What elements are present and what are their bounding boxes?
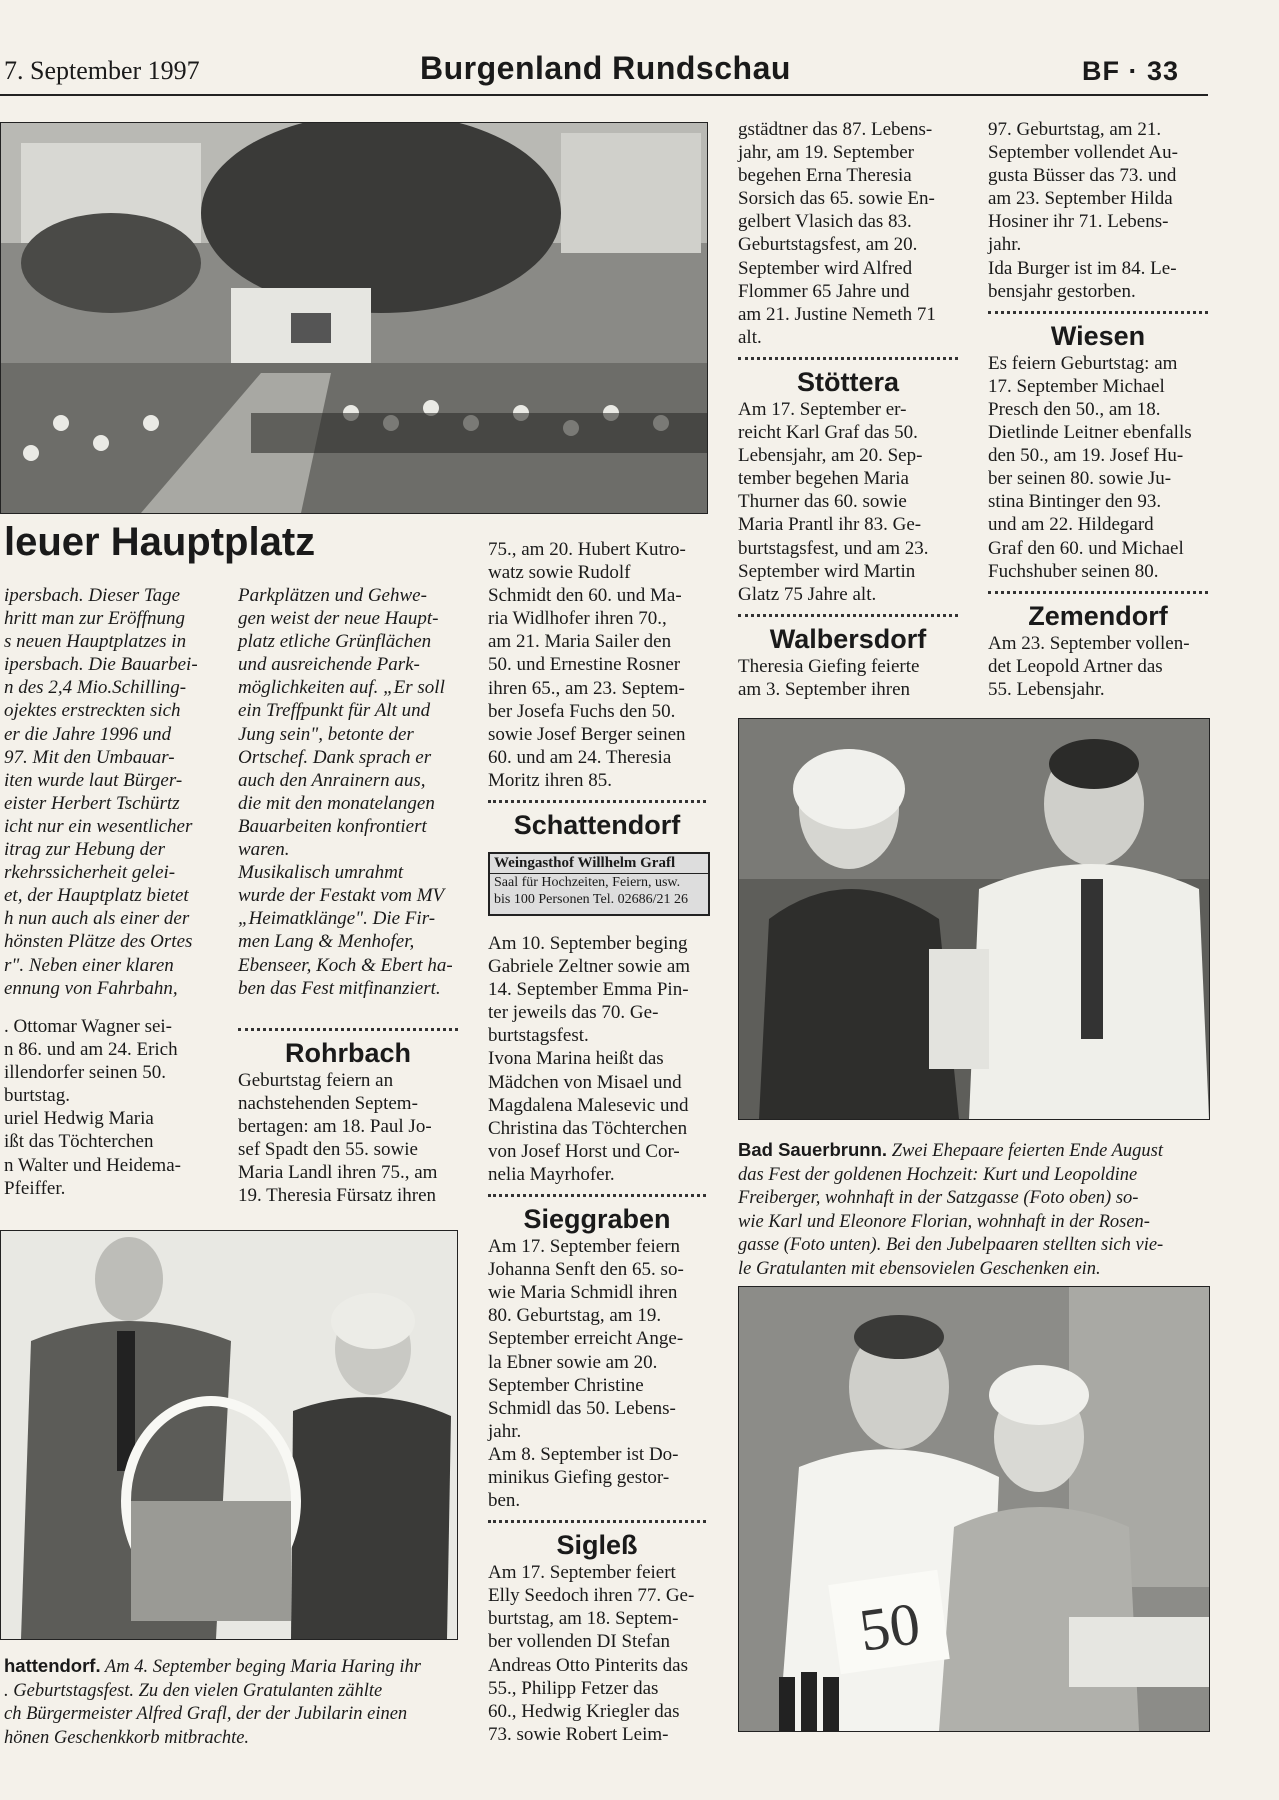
text-line: Magdalena Malesevic und	[488, 1094, 689, 1116]
text-line: Gabriele Zeltner sowie am	[488, 956, 691, 978]
text-line: bertagen: am 18. Paul Jo-	[238, 1115, 432, 1137]
section-title-sieggraben: Sieggraben	[523, 1204, 671, 1235]
text-line: ben das Fest mitfinanziert.	[238, 977, 441, 999]
text-line: burtstagsfest.	[488, 1025, 589, 1047]
text-line: ennung von Fahrbahn,	[4, 977, 178, 999]
page-number: BF · 33	[1082, 56, 1180, 86]
text-line: am 23. September Hilda	[988, 188, 1173, 210]
newspaper-title: Burgenland Rundschau	[420, 50, 791, 86]
text-line: ipersbach. Die Bauarbei-	[4, 654, 198, 676]
text-line: Ida Burger ist im 84. Le-	[988, 257, 1177, 279]
section-title-sigless: Sigleß	[556, 1530, 638, 1561]
text-line: reicht Karl Graf das 50.	[738, 422, 918, 444]
text-line: et, der Hauptplatz bietet	[4, 885, 189, 907]
text-line: nelia Mayrhofer.	[488, 1163, 615, 1185]
text-line: auch den Anrainern aus,	[238, 769, 426, 791]
text-line: 80. Geburtstag, am 19.	[488, 1305, 662, 1327]
text-line: burtstag.	[4, 1085, 70, 1107]
text-line: September erreicht Ange-	[488, 1328, 684, 1350]
caption-lead: hattendorf.	[4, 1655, 101, 1676]
text-line: gusta Büsser das 73. und	[988, 165, 1177, 187]
text-line: Sorsich das 65. sowie En-	[738, 188, 935, 210]
text-line: det Leopold Artner das	[988, 655, 1163, 677]
text-line: Presch den 50., am 18.	[988, 398, 1161, 420]
text-line: ria Widlhofer ihren 70.,	[488, 608, 667, 630]
text-line: n des 2,4 Mio.Schilling-	[4, 677, 187, 699]
text-line: Maria Prantl ihr 83. Ge-	[738, 514, 922, 536]
text-line: minikus Giefing gestor-	[488, 1466, 670, 1488]
text-line: Flommer 65 Jahre und	[738, 280, 910, 302]
text-line: itrag zur Hebung der	[4, 839, 165, 861]
text-line: 97. Mit den Umbauar-	[4, 746, 175, 768]
advertisement-weingasthof	[488, 852, 710, 916]
text-line: ter jeweils das 70. Ge-	[488, 1002, 659, 1024]
text-line: September Christine	[488, 1374, 644, 1396]
text-line: Lebensjahr, am 20. Sep-	[738, 445, 923, 467]
text-line: uriel Hedwig Maria	[4, 1108, 154, 1130]
text-line: wurde der Festakt vom MV	[238, 885, 445, 907]
section-title-stoettera: Stöttera	[796, 366, 899, 397]
text-line: Maria Landl ihren 75., am	[238, 1162, 438, 1184]
separator	[488, 800, 706, 803]
text-line: stina Bintinger den 93.	[988, 491, 1162, 513]
section-title-rohrbach: Rohrbach	[284, 1037, 411, 1068]
text-line: ein Treffpunkt für Alt und	[238, 700, 431, 722]
caption-line: le Gratulanten mit ebensovielen Geschenken ein.	[738, 1258, 1101, 1279]
text-line: Moritz ihren 85.	[488, 769, 613, 791]
text-line: hritt man zur Eröffnung	[4, 608, 186, 630]
column-5	[988, 118, 1208, 701]
text-line: h nun auch als einer der	[4, 908, 190, 930]
text-line: September wird Martin	[738, 560, 916, 582]
issue-date: 7. September 1997	[4, 56, 200, 85]
text-line: ipersbach. Dieser Tage	[4, 585, 181, 606]
text-line: watz sowie Rudolf	[488, 562, 631, 584]
text-line: Schmidt den 60. und Ma-	[488, 585, 682, 607]
text-line: platz etliche Grünflächen	[238, 631, 432, 653]
caption-line: . Geburtstagsfest. Zu den vielen Gratulanten zählte	[4, 1680, 383, 1701]
section-title-wiesen: Wiesen	[1050, 320, 1146, 351]
text-line: er die Jahre 1996 und	[4, 723, 172, 745]
text-line: Andreas Otto Pinterits das	[488, 1654, 689, 1676]
text-line: 50. und Ernestine Rosner	[488, 654, 681, 676]
text-line: möglichkeiten auf. „Er soll	[238, 677, 445, 699]
text-line: Am 8. September ist Do-	[488, 1443, 679, 1465]
section-title-walbersdorf: Walbersdorf	[769, 623, 927, 654]
separator	[488, 1520, 706, 1523]
ad-line-1: Saal für Hochzeiten, Feiern, usw.	[494, 875, 681, 890]
separator	[488, 1194, 706, 1197]
text-line: 55. Lebensjahr.	[988, 678, 1105, 700]
caption-line: Freiberger, wohnhaft in der Satzgasse (Foto oben) so-	[738, 1188, 1139, 1208]
text-line: Ortschef. Dank sprach er	[238, 746, 432, 768]
text-line: Theresia Giefing feierte	[738, 655, 920, 677]
text-line: ißt das Töchterchen	[4, 1131, 154, 1153]
separator	[738, 357, 958, 360]
text-line: gstädtner das 87. Lebens-	[738, 119, 933, 140]
text-line: und am 22. Hildegard	[988, 514, 1154, 536]
text-line: am 21. Justine Nemeth 71	[738, 303, 936, 325]
text-line: Am 17. September feiert	[488, 1562, 676, 1584]
text-line: bensjahr gestorben.	[988, 280, 1136, 302]
text-line: und ausreichende Park-	[238, 654, 420, 676]
text-line: gelbert Vlasich das 83.	[738, 211, 912, 233]
text-line: 19. Theresia Fürsatz ihren	[238, 1185, 437, 1207]
text-line: r". Neben einer klaren	[4, 954, 174, 976]
text-line: n 86. und am 24. Erich	[4, 1039, 178, 1061]
ad-title: Weingasthof Willhelm Grafl	[490, 854, 708, 874]
text-line: 14. September Emma Pin-	[488, 979, 689, 1001]
text-line: Parkplätzen und Gehwe-	[238, 585, 427, 606]
text-line: Am 23. September vollen-	[988, 632, 1190, 654]
text-line: hönsten Plätze des Ortes	[4, 931, 193, 953]
text-line: ihren 65., am 23. Septem-	[488, 677, 685, 699]
column-3-lower	[488, 932, 706, 1746]
svg-text:50: 50	[855, 1590, 924, 1664]
caption-bad-sauerbrunn	[738, 1138, 1210, 1281]
text-line: „Heimatklänge". Die Fir-	[238, 908, 436, 930]
caption-line: Am 4. September beging Maria Haring ihr	[104, 1657, 421, 1677]
text-line: Es feiern Geburtstag: am	[988, 352, 1178, 374]
text-line: ojektes erstreckten sich	[4, 700, 181, 722]
golden-wedding-photo-2	[738, 1286, 1210, 1732]
text-line: Geburtstag feiern an	[238, 1069, 394, 1091]
text-line: Mädchen von Misael und	[488, 1071, 682, 1093]
column-4	[738, 118, 958, 701]
text-line: Fuchshuber seinen 80.	[988, 560, 1159, 582]
text-line: gen weist der neue Haupt-	[238, 608, 439, 630]
text-line: la Ebner sowie am 20.	[488, 1351, 658, 1373]
text-line: sowie Josef Berger seinen	[488, 723, 686, 745]
text-line: 55., Philipp Fetzer das	[488, 1677, 659, 1699]
separator	[738, 614, 958, 617]
caption-line: hönen Geschenkkorb mitbrachte.	[4, 1727, 250, 1748]
text-line: ber Josefa Fuchs den 50.	[488, 700, 676, 722]
text-line: Bauarbeiten konfrontiert	[238, 815, 427, 837]
text-line: alt.	[738, 326, 762, 348]
text-line: 97. Geburtstag, am 21.	[988, 119, 1162, 140]
text-line: Schmidl das 50. Lebens-	[488, 1397, 676, 1419]
text-line: jahr.	[988, 234, 1022, 256]
text-line: . Ottomar Wagner sei-	[4, 1016, 173, 1037]
text-line: Pfeiffer.	[4, 1177, 66, 1199]
text-line: Thurner das 60. sowie	[738, 491, 907, 513]
text-line: Am 17. September er-	[738, 398, 907, 420]
text-line: Ivona Marina heißt das	[488, 1048, 664, 1070]
text-line: burtstag, am 18. Septem-	[488, 1608, 679, 1630]
text-line: 75., am 20. Hubert Kutro-	[488, 539, 686, 560]
caption-line: das Fest der goldenen Hochzeit: Kurt und Leopoldine	[738, 1164, 1138, 1185]
text-line: von Josef Horst und Cor-	[488, 1140, 680, 1162]
separator	[238, 1028, 458, 1031]
text-line: nachstehenden Septem-	[238, 1092, 418, 1114]
article-headline: leuer Hauptplatz	[4, 520, 316, 564]
ad-line-2: bis 100 Personen Tel. 02686/21 26	[494, 892, 688, 907]
text-line: burtstagsfest, und am 23.	[738, 537, 929, 559]
text-line: Glatz 75 Jahre alt.	[738, 583, 877, 605]
plaza-photo	[0, 122, 708, 514]
text-line: Musikalisch umrahmt	[238, 862, 404, 884]
text-line: begehen Erna Theresia	[738, 165, 912, 187]
text-line: am 3. September ihren	[738, 678, 911, 700]
text-line: iten wurde laut Bürger-	[4, 769, 183, 791]
text-line: jahr, am 19. September	[738, 142, 914, 164]
text-line: n Walter und Heidema-	[4, 1154, 181, 1176]
text-line: ber vollenden DI Stefan	[488, 1631, 671, 1653]
text-line: Christina das Töchterchen	[488, 1117, 688, 1139]
caption-schattendorf	[4, 1654, 460, 1750]
text-line: den 50., am 19. Josef Hu-	[988, 445, 1184, 467]
text-line: Am 10. September beging	[488, 933, 688, 954]
schattendorf-photo	[0, 1230, 458, 1640]
text-line: Hosiner ihr 71. Lebens-	[988, 211, 1169, 233]
text-line: tember begehen Maria	[738, 468, 909, 490]
text-line: am 21. Maria Sailer den	[488, 631, 672, 653]
text-line: Elly Seedoch ihren 77. Ge-	[488, 1585, 695, 1607]
text-line: 60. und am 24. Theresia	[488, 746, 672, 768]
caption-line: gasse (Foto unten). Bei den Jubelpaaren stellten sich vie-	[738, 1235, 1164, 1255]
caption-line: Zwei Ehepaare feierten Ende August	[891, 1141, 1163, 1161]
section-title-schattendorf: Schattendorf	[513, 810, 681, 841]
golden-wedding-photo-1	[738, 718, 1210, 1120]
text-line: sef Spadt den 55. sowie	[238, 1138, 418, 1160]
text-line: Johanna Senft den 65. so-	[488, 1259, 684, 1281]
caption-line: ch Bürgermeister Alfred Grafl, der der Jubilarin einen	[4, 1704, 408, 1724]
text-line: Geburtstagsfest, am 20.	[738, 234, 918, 256]
text-line: 60., Hedwig Kriegler das	[488, 1700, 680, 1722]
text-line: Jung sein", betonte der	[238, 723, 414, 745]
text-line: waren.	[238, 839, 290, 861]
text-line: die mit den monatelangen	[238, 792, 435, 814]
text-line: eister Herbert Tschürtz	[4, 792, 180, 814]
text-line: men Lang & Menhofer,	[238, 931, 415, 953]
text-line: jahr.	[488, 1420, 522, 1442]
caption-lead: Bad Sauerbrunn.	[738, 1139, 888, 1160]
text-line: September vollendet Au-	[988, 142, 1178, 164]
text-line: Graf den 60. und Michael	[988, 537, 1184, 559]
text-line: wie Maria Schmidl ihren	[488, 1282, 678, 1304]
text-line: Ebenseer, Koch & Ebert ha-	[238, 954, 453, 976]
article-column-1	[4, 584, 206, 1000]
text-line: icht nur ein wesentlicher	[4, 815, 193, 837]
text-line: 73. sowie Robert Leim-	[488, 1723, 669, 1745]
article-column-1-births	[4, 1015, 206, 1200]
column-3	[488, 538, 706, 841]
text-line: illendorfer seinen 50.	[4, 1062, 166, 1084]
separator	[988, 311, 1208, 314]
text-line: ber seinen 80. sowie Ju-	[988, 468, 1172, 490]
article-column-2	[238, 584, 458, 1207]
text-line: Dietlinde Leitner ebenfalls	[988, 422, 1192, 444]
text-line: September wird Alfred	[738, 257, 913, 279]
text-line: rkehrssicherheit gelei-	[4, 862, 176, 884]
text-line: ben.	[488, 1490, 521, 1512]
caption-line: wie Karl und Eleonore Florian, wohnhaft in der Rosen-	[738, 1211, 1150, 1232]
header-rule	[0, 94, 1208, 96]
separator	[988, 591, 1208, 594]
text-line: s neuen Hauptplatzes in	[4, 631, 187, 653]
text-line: 17. September Michael	[988, 375, 1165, 397]
text-line: Am 17. September feiern	[488, 1236, 681, 1258]
section-title-zemendorf: Zemendorf	[1028, 600, 1168, 631]
